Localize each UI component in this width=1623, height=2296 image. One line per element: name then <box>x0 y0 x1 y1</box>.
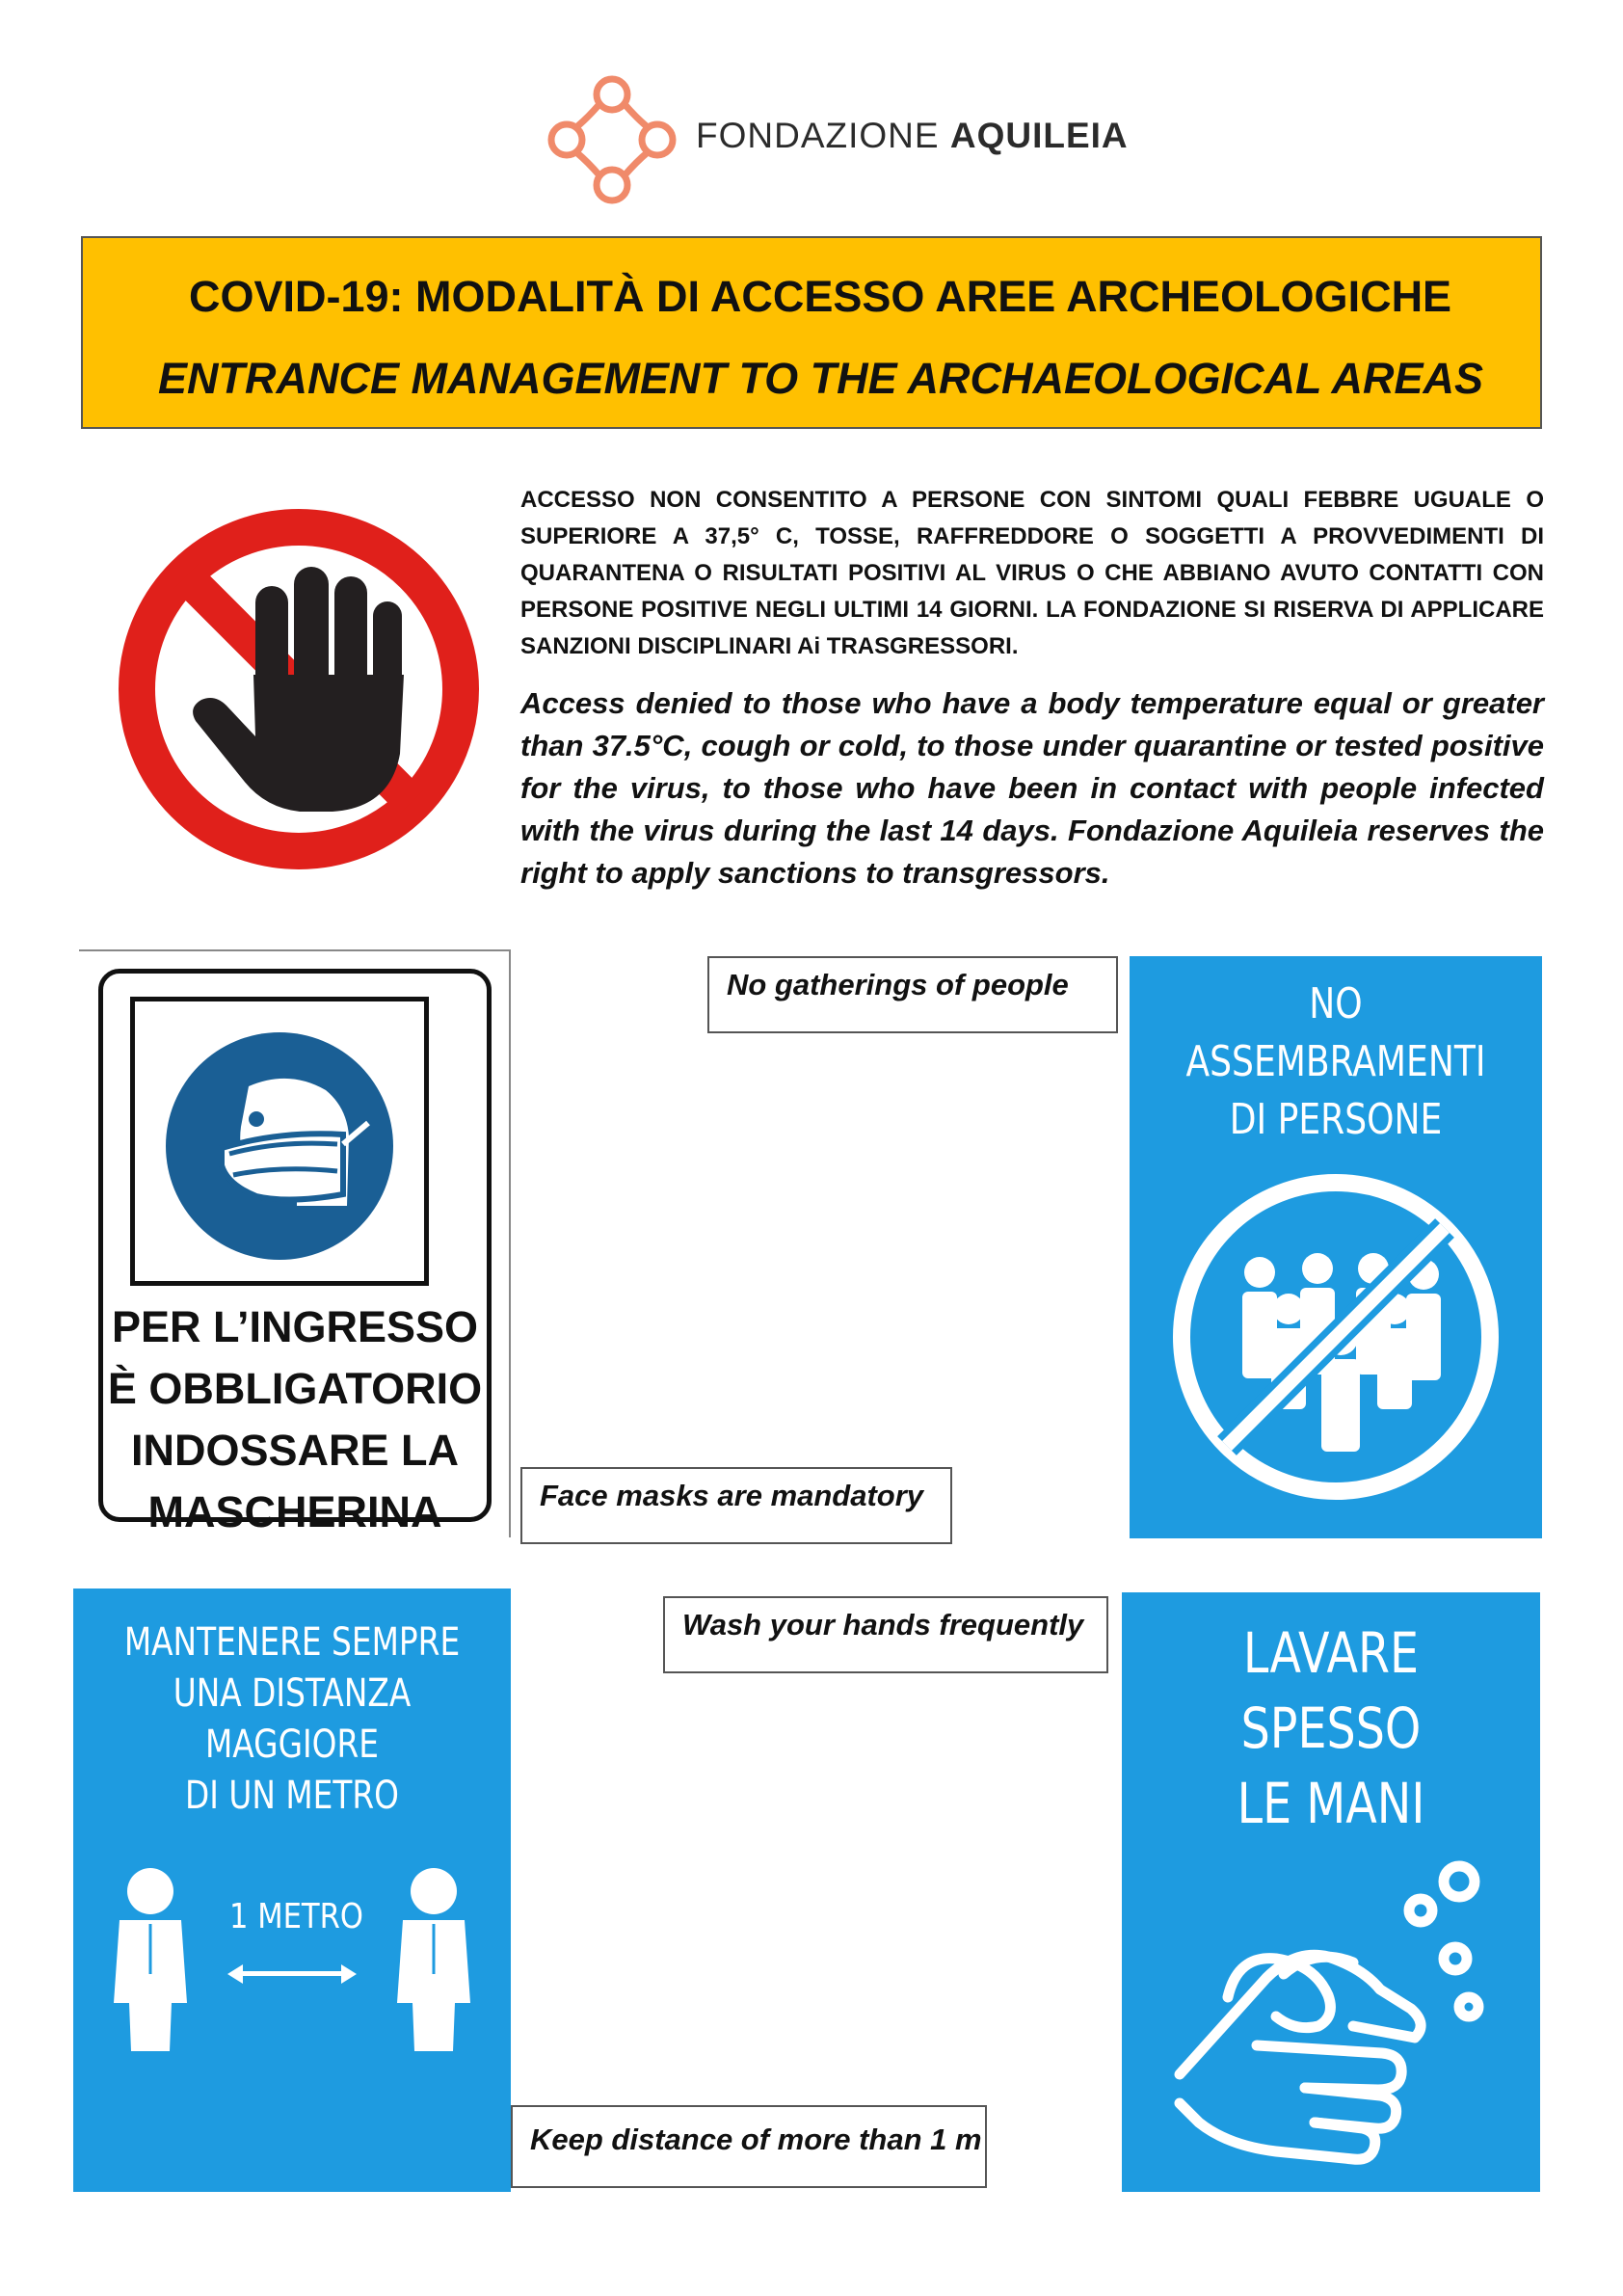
logo-text-bold: AQUILEIA <box>949 116 1129 155</box>
keep-distance-sign-text: MANTENERE SEMPRE UNA DISTANZA MAGGIORE DI UN METRO <box>123 1620 461 1818</box>
access-notice-english: Access denied to those who have a body temperature equal or greater than 37.5°C, cough or cold, to those under quarantine or tested positive for the virus, to those who have been in contact with people infected with the virus during the last 14 days. Fondazione Aquileia reserves the right to apply sanctions to transgressors. <box>520 686 1544 890</box>
logo-wordmark <box>696 116 1129 156</box>
no-gatherings-sign <box>1130 956 1542 1538</box>
caption-wash-hands: Wash your hands frequently <box>663 1596 1108 1673</box>
stop-hand-icon <box>111 501 487 877</box>
title-italian: COVID-19: MODALITÀ DI ACCESSO AREE ARCHEOLOGICHE <box>189 272 1452 321</box>
mask-icon-frame <box>130 997 429 1286</box>
caption-no-gatherings: No gatherings of people <box>707 956 1118 1033</box>
title-english: ENTRANCE MANAGEMENT TO THE ARCHAEOLOGICAL AREAS <box>158 354 1484 403</box>
keep-distance-sign <box>73 1589 511 2192</box>
wash-hands-sign <box>1122 1592 1540 2192</box>
caption-face-masks: Face masks are mandatory <box>520 1467 952 1544</box>
logo-rings-icon <box>540 67 684 212</box>
no-gatherings-sign-text: NO ASSEMBRAMENTI DI PERSONE <box>1185 979 1486 1144</box>
face-mask-icon <box>164 1030 395 1262</box>
hand-wash-icon <box>1122 1785 1540 2192</box>
social-distance-icon <box>73 1858 511 2051</box>
caption-keep-distance: Keep distance of more than 1 m <box>511 2105 987 2188</box>
mask-mandatory-sign <box>79 949 511 1537</box>
mask-sign-frame <box>98 969 492 1536</box>
access-notice-italian: ACCESSO NON CONSENTITO A PERSONE CON SINTOMI QUALI FEBBRE UGUALE O SUPERIORE A 37,5° C, TOSSE, RAFFREDDORE O SOGGETTI A PROVVEDIMENTI DI QUARANTENA O RISULTATI POSITIVI AL VIRUS O CHE ABBIANO AVUTO CONTATTI CON PERSONE POSITIVE NEGLI ULTIMI 14 GIORNI. LA FONDAZIONE SI RISERVA DI APPLICARE SANZIONI DISCIPLINARI Ai TRASGRESSORI. <box>520 487 1544 659</box>
wash-hands-sign-text: LAVARE SPESSO LE MANI <box>1237 1620 1425 1836</box>
logo-text-light: FONDAZIONE <box>696 116 940 155</box>
title-banner <box>81 236 1542 429</box>
distance-label: 1 METRO <box>229 1897 363 1936</box>
fondazione-aquileia-logo <box>540 67 1129 212</box>
no-crowd-icon <box>1165 1166 1506 1508</box>
mask-sign-text: PER L’INGRESSO È OBBLIGATORIO INDOSSARE LA MASCHERINA <box>107 1302 483 1536</box>
